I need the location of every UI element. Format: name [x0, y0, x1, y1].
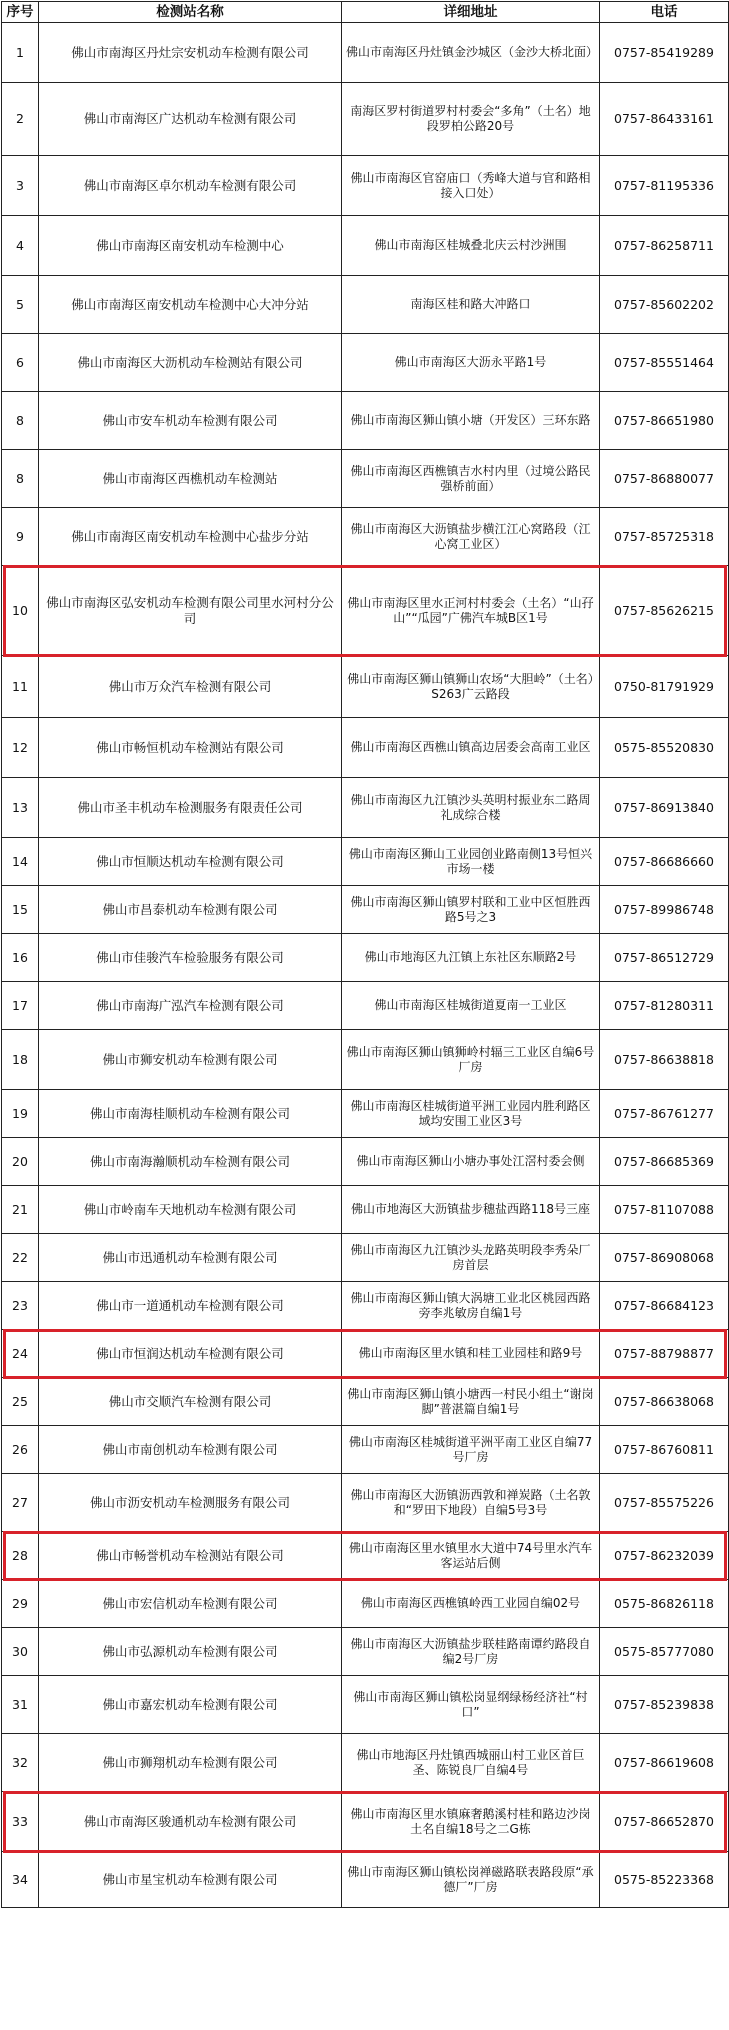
cell-no: 20 — [2, 1138, 39, 1186]
cell-phone: 0757-86761277 — [600, 1090, 729, 1138]
cell-name: 佛山市沥安机动车检测服务有限公司 — [39, 1474, 342, 1532]
cell-no: 17 — [2, 982, 39, 1030]
cell-no: 32 — [2, 1734, 39, 1792]
cell-addr: 佛山市南海区里水正河村村委会（土名）“山孖山”“瓜园”广佛汽车城B区1号 — [342, 566, 600, 656]
cell-addr: 南海区桂和路大冲路口 — [342, 276, 600, 334]
cell-no: 33 — [2, 1792, 39, 1852]
cell-phone: 0757-85602202 — [600, 276, 729, 334]
cell-name: 佛山市南海区丹灶宗安机动车检测有限公司 — [39, 23, 342, 83]
cell-name: 佛山市佳骏汽车检验服务有限公司 — [39, 934, 342, 982]
table-row — [2, 392, 729, 450]
cell-no: 30 — [2, 1628, 39, 1676]
table-row — [2, 886, 729, 934]
cell-addr: 佛山市南海区狮山镇狮岭村辐三工业区自编6号厂房 — [342, 1030, 600, 1090]
cell-phone: 0757-86686660 — [600, 838, 729, 886]
cell-addr: 佛山市南海区里水镇和桂工业园桂和路9号 — [342, 1330, 600, 1378]
cell-addr: 佛山市南海区丹灶镇金沙城区（金沙大桥北面） — [342, 23, 600, 83]
cell-addr: 佛山市南海区官窑庙口（秀峰大道与官和路相接入口处） — [342, 156, 600, 216]
cell-no: 13 — [2, 778, 39, 838]
cell-addr: 佛山市南海区大沥镇盐步横江江心窝路段（江心窝工业区） — [342, 508, 600, 566]
inspection-station-table — [1, 1, 729, 1908]
cell-addr: 佛山市南海区大沥镇盐步联桂路南谭约路段自编2号厂房 — [342, 1628, 600, 1676]
cell-name: 佛山市南海广泓汽车检测有限公司 — [39, 982, 342, 1030]
cell-name: 佛山市南海区南安机动车检测中心盐步分站 — [39, 508, 342, 566]
table-row — [2, 778, 729, 838]
cell-phone: 0757-86258711 — [600, 216, 729, 276]
cell-no: 11 — [2, 656, 39, 718]
cell-no: 5 — [2, 276, 39, 334]
cell-addr: 佛山市地海区大沥镇盐步穗盐西路118号三座 — [342, 1186, 600, 1234]
cell-phone: 0757-85419289 — [600, 23, 729, 83]
table-row — [2, 1330, 729, 1378]
table-row — [2, 1474, 729, 1532]
table-row — [2, 156, 729, 216]
table-row — [2, 83, 729, 156]
cell-addr: 佛山市南海区桂城街道平洲平南工业区自编77号厂房 — [342, 1426, 600, 1474]
table-row — [2, 508, 729, 566]
cell-name: 佛山市南海区广达机动车检测有限公司 — [39, 83, 342, 156]
cell-addr: 佛山市南海区狮山镇松岗显纲绿杨经济社“村口” — [342, 1676, 600, 1734]
cell-addr: 佛山市南海区桂城叠北庆云村沙洲围 — [342, 216, 600, 276]
cell-addr: 佛山市南海区狮山镇罗村联和工业中区恒胜西路5号之3 — [342, 886, 600, 934]
cell-no: 15 — [2, 886, 39, 934]
table-row — [2, 1734, 729, 1792]
cell-no: 8 — [2, 392, 39, 450]
cell-phone: 0757-86232039 — [600, 1532, 729, 1580]
cell-no: 26 — [2, 1426, 39, 1474]
table-row — [2, 656, 729, 718]
cell-name: 佛山市南海区弘安机动车检测有限公司里水河村分公司 — [39, 566, 342, 656]
cell-addr: 佛山市南海区狮山镇松岗禅磁路联表路段原“承德厂”厂房 — [342, 1852, 600, 1908]
cell-name: 佛山市南海区西樵机动车检测站 — [39, 450, 342, 508]
table-body — [2, 23, 729, 1908]
table-row — [2, 566, 729, 656]
cell-addr: 佛山市南海区狮山镇狮山农场“大胆岭”（土名）S263广云路段 — [342, 656, 600, 718]
table-row — [2, 216, 729, 276]
cell-no: 31 — [2, 1676, 39, 1734]
cell-phone: 0757-85551464 — [600, 334, 729, 392]
cell-no: 22 — [2, 1234, 39, 1282]
cell-no: 24 — [2, 1330, 39, 1378]
cell-phone: 0575-86826118 — [600, 1580, 729, 1628]
table-header-row — [2, 2, 729, 23]
cell-addr: 佛山市南海区狮山镇大涡塘工业北区桃园西路旁李兆敏房自编1号 — [342, 1282, 600, 1330]
table-row — [2, 982, 729, 1030]
cell-addr: 佛山市南海区西樵镇岭西工业园自编02号 — [342, 1580, 600, 1628]
cell-no: 8 — [2, 450, 39, 508]
cell-addr: 佛山市地海区丹灶镇西城丽山村工业区首巨圣、陈锐良厂自编4号 — [342, 1734, 600, 1792]
table-row — [2, 1282, 729, 1330]
cell-phone: 0575-85223368 — [600, 1852, 729, 1908]
table-row — [2, 1532, 729, 1580]
table-row — [2, 450, 729, 508]
table-row — [2, 1234, 729, 1282]
cell-addr: 佛山市南海区狮山小塘办事处江滘村委会侧 — [342, 1138, 600, 1186]
header-name: 检测站名称 — [39, 2, 342, 23]
cell-no: 3 — [2, 156, 39, 216]
cell-no: 10 — [2, 566, 39, 656]
cell-no: 34 — [2, 1852, 39, 1908]
cell-no: 23 — [2, 1282, 39, 1330]
cell-name: 佛山市畅恒机动车检测站有限公司 — [39, 718, 342, 778]
cell-no: 29 — [2, 1580, 39, 1628]
cell-name: 佛山市南海区骏通机动车检测有限公司 — [39, 1792, 342, 1852]
cell-name: 佛山市南海区南安机动车检测中心 — [39, 216, 342, 276]
cell-name: 佛山市迅通机动车检测有限公司 — [39, 1234, 342, 1282]
cell-name: 佛山市南海瀚顺机动车检测有限公司 — [39, 1138, 342, 1186]
cell-phone: 0750-81791929 — [600, 656, 729, 718]
cell-name: 佛山市南海区南安机动车检测中心大冲分站 — [39, 276, 342, 334]
cell-name: 佛山市交顺汽车检测有限公司 — [39, 1378, 342, 1426]
cell-addr: 佛山市地海区九江镇上东社区东顺路2号 — [342, 934, 600, 982]
header-phone: 电话 — [600, 2, 729, 23]
cell-addr: 佛山市南海区西樵镇吉水村内里（过境公路民强桥前面） — [342, 450, 600, 508]
table-row — [2, 1138, 729, 1186]
table-row — [2, 1030, 729, 1090]
table-row — [2, 1792, 729, 1852]
cell-name: 佛山市恒润达机动车检测有限公司 — [39, 1330, 342, 1378]
table-row — [2, 934, 729, 982]
cell-name: 佛山市狮翔机动车检测有限公司 — [39, 1734, 342, 1792]
header-addr: 详细地址 — [342, 2, 600, 23]
cell-no: 2 — [2, 83, 39, 156]
table-row — [2, 334, 729, 392]
cell-addr: 佛山市南海区西樵山镇高边居委会高南工业区 — [342, 718, 600, 778]
cell-no: 6 — [2, 334, 39, 392]
cell-no: 12 — [2, 718, 39, 778]
cell-no: 28 — [2, 1532, 39, 1580]
cell-phone: 0757-88798877 — [600, 1330, 729, 1378]
cell-phone: 0757-86684123 — [600, 1282, 729, 1330]
cell-addr: 佛山市南海区桂城街道夏南一工业区 — [342, 982, 600, 1030]
cell-addr: 佛山市南海区九江镇沙头英明村振业东二路周礼成综合楼 — [342, 778, 600, 838]
cell-no: 27 — [2, 1474, 39, 1532]
table-row — [2, 1090, 729, 1138]
cell-name: 佛山市南海区卓尔机动车检测有限公司 — [39, 156, 342, 216]
table-row — [2, 838, 729, 886]
cell-addr: 佛山市南海区大沥永平路1号 — [342, 334, 600, 392]
cell-no: 21 — [2, 1186, 39, 1234]
cell-addr: 佛山市南海区狮山镇小塘西一村民小组土“谢岗脚”普湛篇自编1号 — [342, 1378, 600, 1426]
table-row — [2, 1628, 729, 1676]
table-row — [2, 718, 729, 778]
cell-name: 佛山市南创机动车检测有限公司 — [39, 1426, 342, 1474]
cell-phone: 0757-81195336 — [600, 156, 729, 216]
cell-no: 16 — [2, 934, 39, 982]
cell-phone: 0575-85520830 — [600, 718, 729, 778]
cell-phone: 0757-86685369 — [600, 1138, 729, 1186]
cell-name: 佛山市昌泰机动车检测有限公司 — [39, 886, 342, 934]
cell-name: 佛山市狮安机动车检测有限公司 — [39, 1030, 342, 1090]
cell-phone: 0757-86638068 — [600, 1378, 729, 1426]
table-row — [2, 1378, 729, 1426]
cell-addr: 佛山市南海区桂城街道平洲工业园内胜利路区域均安围工业区3号 — [342, 1090, 600, 1138]
cell-name: 佛山市恒顺达机动车检测有限公司 — [39, 838, 342, 886]
cell-addr: 佛山市南海区大沥镇沥西敦和禅炭路（土名敦和“罗田下地段）自编5号3号 — [342, 1474, 600, 1532]
cell-no: 1 — [2, 23, 39, 83]
cell-phone: 0757-81280311 — [600, 982, 729, 1030]
cell-phone: 0757-86880077 — [600, 450, 729, 508]
cell-phone: 0757-85725318 — [600, 508, 729, 566]
cell-no: 14 — [2, 838, 39, 886]
cell-addr: 佛山市南海区九江镇沙头龙路英明段李秀朵厂房首层 — [342, 1234, 600, 1282]
cell-addr: 南海区罗村街道罗村村委会“多角”（土名）地段罗柏公路20号 — [342, 83, 600, 156]
cell-phone: 0757-86652870 — [600, 1792, 729, 1852]
table-row — [2, 1186, 729, 1234]
cell-name: 佛山市岭南车天地机动车检测有限公司 — [39, 1186, 342, 1234]
cell-phone: 0757-85575226 — [600, 1474, 729, 1532]
cell-phone: 0575-85777080 — [600, 1628, 729, 1676]
cell-name: 佛山市南海区大沥机动车检测站有限公司 — [39, 334, 342, 392]
cell-phone: 0757-89986748 — [600, 886, 729, 934]
table-row — [2, 1676, 729, 1734]
table-row — [2, 1852, 729, 1908]
cell-name: 佛山市一道通机动车检测有限公司 — [39, 1282, 342, 1330]
cell-phone: 0757-86638818 — [600, 1030, 729, 1090]
cell-no: 25 — [2, 1378, 39, 1426]
cell-name: 佛山市万众汽车检测有限公司 — [39, 656, 342, 718]
cell-phone: 0757-85626215 — [600, 566, 729, 656]
cell-no: 9 — [2, 508, 39, 566]
cell-phone: 0757-86619608 — [600, 1734, 729, 1792]
cell-addr: 佛山市南海区里水镇麻奢鹅溪村桂和路边沙岗土名自编18号之二G栋 — [342, 1792, 600, 1852]
cell-name: 佛山市安车机动车检测有限公司 — [39, 392, 342, 450]
cell-name: 佛山市宏信机动车检测有限公司 — [39, 1580, 342, 1628]
cell-phone: 0757-86651980 — [600, 392, 729, 450]
cell-name: 佛山市弘源机动车检测有限公司 — [39, 1628, 342, 1676]
cell-no: 4 — [2, 216, 39, 276]
cell-phone: 0757-81107088 — [600, 1186, 729, 1234]
cell-addr: 佛山市南海区狮山镇小塘（开发区）三环东路 — [342, 392, 600, 450]
cell-phone: 0757-86512729 — [600, 934, 729, 982]
cell-name: 佛山市畅誉机动车检测站有限公司 — [39, 1532, 342, 1580]
cell-phone: 0757-86908068 — [600, 1234, 729, 1282]
header-no: 序号 — [2, 2, 39, 23]
table-row — [2, 276, 729, 334]
table-row — [2, 1580, 729, 1628]
table-row — [2, 23, 729, 83]
cell-name: 佛山市星宝机动车检测有限公司 — [39, 1852, 342, 1908]
cell-addr: 佛山市南海区狮山工业园创业路南侧13号恒兴市场一楼 — [342, 838, 600, 886]
cell-no: 18 — [2, 1030, 39, 1090]
cell-no: 19 — [2, 1090, 39, 1138]
cell-name: 佛山市圣丰机动车检测服务有限责任公司 — [39, 778, 342, 838]
cell-phone: 0757-86760811 — [600, 1426, 729, 1474]
table-row — [2, 1426, 729, 1474]
cell-phone: 0757-86433161 — [600, 83, 729, 156]
cell-addr: 佛山市南海区里水镇里水大道中74号里水汽车客运站后侧 — [342, 1532, 600, 1580]
cell-name: 佛山市南海桂顺机动车检测有限公司 — [39, 1090, 342, 1138]
cell-name: 佛山市嘉宏机动车检测有限公司 — [39, 1676, 342, 1734]
cell-phone: 0757-85239838 — [600, 1676, 729, 1734]
cell-phone: 0757-86913840 — [600, 778, 729, 838]
